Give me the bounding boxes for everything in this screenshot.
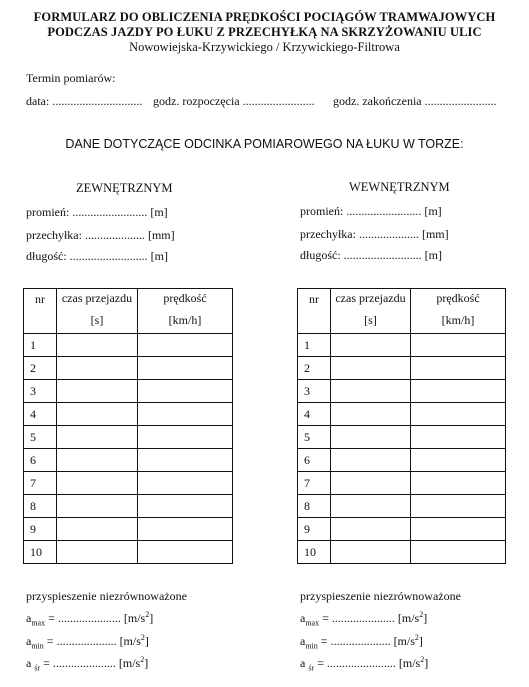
sub-min: min bbox=[305, 641, 318, 651]
left-przechylka-dots: .................... bbox=[84, 228, 145, 242]
table-row bbox=[298, 380, 506, 403]
time-cell[interactable] bbox=[331, 472, 411, 495]
dots: ..................... bbox=[52, 656, 116, 670]
left-promien-label: promień: bbox=[26, 205, 70, 219]
row-number: 5 bbox=[24, 426, 57, 449]
sub-min: min bbox=[31, 641, 44, 651]
row-number: 2 bbox=[298, 357, 331, 380]
left-dlugosc-unit: [m] bbox=[150, 249, 168, 263]
sub-sr: śr bbox=[308, 663, 315, 673]
left-promien bbox=[26, 205, 168, 220]
end-time-dots: ........................ bbox=[424, 94, 497, 108]
end-time-field bbox=[333, 94, 497, 109]
speed-cell[interactable] bbox=[138, 426, 233, 449]
end-time-label: godz. zakończenia bbox=[333, 94, 422, 108]
left-accel-min bbox=[26, 633, 149, 650]
right-accel-max bbox=[300, 610, 427, 627]
equals: = bbox=[45, 611, 58, 625]
time-cell[interactable] bbox=[57, 495, 138, 518]
right-col-nr: nr bbox=[298, 289, 331, 334]
time-cell[interactable] bbox=[331, 495, 411, 518]
speed-cell[interactable] bbox=[411, 495, 506, 518]
a-symbol: a bbox=[300, 634, 306, 648]
table-row bbox=[298, 449, 506, 472]
time-cell[interactable] bbox=[331, 449, 411, 472]
time-cell[interactable] bbox=[57, 357, 138, 380]
row-number: 3 bbox=[298, 380, 331, 403]
time-cell[interactable] bbox=[331, 380, 411, 403]
right-promien-label: promień: bbox=[300, 204, 344, 218]
table-row bbox=[298, 518, 506, 541]
left-col-speed-unit: [km/h] bbox=[138, 312, 233, 334]
right-col-time: czas przejazdu bbox=[331, 289, 411, 313]
right-promien-dots: ......................... bbox=[346, 204, 422, 218]
speed-cell[interactable] bbox=[411, 449, 506, 472]
form-subtitle: Nowowiejska-Krzywickiego / Krzywickiego-Filtrowa bbox=[129, 40, 400, 54]
speed-cell[interactable] bbox=[411, 357, 506, 380]
left-accel-title: przyspieszenie niezrównoważone bbox=[26, 589, 187, 603]
right-col-time-unit: [s] bbox=[331, 312, 411, 334]
a-symbol: a bbox=[26, 611, 32, 625]
table-row bbox=[24, 541, 233, 564]
dots: ....................... bbox=[326, 656, 396, 670]
time-cell[interactable] bbox=[331, 426, 411, 449]
speed-cell[interactable] bbox=[411, 380, 506, 403]
unit-close: ] bbox=[149, 611, 154, 625]
unit: [m/s bbox=[398, 656, 421, 670]
time-cell[interactable] bbox=[57, 403, 138, 426]
left-col-nr: nr bbox=[24, 289, 57, 334]
speed-cell[interactable] bbox=[411, 334, 506, 357]
right-accel-title: przyspieszenie niezrównoważone bbox=[300, 589, 461, 603]
right-dlugosc bbox=[300, 248, 442, 263]
table-row bbox=[24, 403, 233, 426]
unit-exp: 2 bbox=[145, 610, 150, 619]
date-label: data: bbox=[26, 94, 50, 108]
unit: [m/s bbox=[118, 656, 141, 670]
speed-cell[interactable] bbox=[138, 495, 233, 518]
row-number: 2 bbox=[24, 357, 57, 380]
unit-exp: 2 bbox=[140, 655, 145, 664]
left-col-time: czas przejazdu bbox=[57, 289, 138, 313]
speed-cell[interactable] bbox=[138, 334, 233, 357]
row-number: 3 bbox=[24, 380, 57, 403]
sub-max: max bbox=[305, 618, 320, 628]
termin-label: Termin pomiarów: bbox=[26, 71, 116, 85]
row-number: 8 bbox=[298, 495, 331, 518]
left-accel-sr bbox=[26, 655, 148, 672]
row-number: 1 bbox=[298, 334, 331, 357]
speed-cell[interactable] bbox=[411, 426, 506, 449]
equals: = bbox=[319, 611, 332, 625]
table-row bbox=[24, 518, 233, 541]
row-number: 10 bbox=[24, 541, 57, 564]
right-accel-min bbox=[300, 633, 423, 650]
time-cell[interactable] bbox=[57, 426, 138, 449]
right-przechylka bbox=[300, 227, 449, 242]
speed-cell[interactable] bbox=[138, 541, 233, 564]
row-number: 1 bbox=[24, 334, 57, 357]
a-symbol: a bbox=[26, 634, 32, 648]
dots: .................... bbox=[330, 634, 391, 648]
speed-cell[interactable] bbox=[138, 357, 233, 380]
equals: = bbox=[43, 634, 57, 648]
row-number: 4 bbox=[24, 403, 57, 426]
table-row bbox=[24, 380, 233, 403]
dots: .................... bbox=[56, 634, 117, 648]
row-number: 6 bbox=[24, 449, 57, 472]
a-symbol: a bbox=[26, 656, 32, 670]
row-number: 6 bbox=[298, 449, 331, 472]
row-number: 8 bbox=[24, 495, 57, 518]
table-row bbox=[298, 472, 506, 495]
equals: = bbox=[314, 656, 327, 670]
time-cell[interactable] bbox=[57, 449, 138, 472]
right-measurement-table bbox=[297, 288, 506, 564]
start-time-field bbox=[153, 94, 315, 109]
speed-cell[interactable] bbox=[138, 518, 233, 541]
time-cell[interactable] bbox=[331, 357, 411, 380]
right-przechylka-label: przechyłka: bbox=[300, 227, 356, 241]
left-col-speed: prędkość bbox=[138, 289, 233, 313]
speed-cell[interactable] bbox=[138, 403, 233, 426]
left-dlugosc-label: długość: bbox=[26, 249, 67, 263]
right-dlugosc-dots: .......................... bbox=[343, 248, 422, 262]
left-przechylka-unit: [mm] bbox=[147, 228, 175, 242]
left-col-time-unit: [s] bbox=[57, 312, 138, 334]
form-title-line2: PODCZAS JAZDY PO ŁUKU Z PRZECHYŁKĄ NA SKRZYŻOWANIU ULIC bbox=[47, 25, 482, 39]
sub-max: max bbox=[31, 618, 46, 628]
time-cell[interactable] bbox=[331, 403, 411, 426]
row-number: 4 bbox=[298, 403, 331, 426]
right-dlugosc-label: długość: bbox=[300, 248, 341, 262]
speed-cell[interactable] bbox=[411, 403, 506, 426]
left-dlugosc-dots: .......................... bbox=[69, 249, 148, 263]
unit: [m/s bbox=[393, 634, 415, 648]
unit: [m/s bbox=[123, 611, 146, 625]
start-time-dots: ........................ bbox=[242, 94, 315, 108]
table-row bbox=[298, 426, 506, 449]
left-przechylka bbox=[26, 228, 175, 243]
speed-cell[interactable] bbox=[138, 380, 233, 403]
table-row bbox=[24, 495, 233, 518]
table-row bbox=[24, 426, 233, 449]
row-number: 7 bbox=[298, 472, 331, 495]
date-dots: .............................. bbox=[52, 94, 143, 108]
row-number: 9 bbox=[298, 518, 331, 541]
speed-cell[interactable] bbox=[138, 449, 233, 472]
row-number: 7 bbox=[24, 472, 57, 495]
table-row bbox=[298, 541, 506, 564]
unit: [m/s bbox=[397, 611, 420, 625]
right-przechylka-unit: [mm] bbox=[421, 227, 449, 241]
start-time-label: godz. rozpoczęcia bbox=[153, 94, 240, 108]
unit-close: ] bbox=[144, 656, 149, 670]
unit: [m/s bbox=[119, 634, 141, 648]
table-row bbox=[298, 495, 506, 518]
left-przechylka-label: przechyłka: bbox=[26, 228, 82, 242]
left-measurement-table bbox=[23, 288, 233, 564]
time-cell[interactable] bbox=[57, 380, 138, 403]
table-row bbox=[24, 334, 233, 357]
left-dlugosc bbox=[26, 249, 168, 264]
time-cell[interactable] bbox=[331, 518, 411, 541]
speed-cell[interactable] bbox=[138, 472, 233, 495]
speed-cell[interactable] bbox=[411, 518, 506, 541]
equals: = bbox=[317, 634, 331, 648]
equals: = bbox=[40, 656, 53, 670]
table-row bbox=[298, 357, 506, 380]
speed-cell[interactable] bbox=[411, 472, 506, 495]
unit-close: ] bbox=[144, 634, 149, 648]
time-cell[interactable] bbox=[57, 541, 138, 564]
time-cell[interactable] bbox=[57, 518, 138, 541]
section-title: DANE DOTYCZĄCE ODCINKA POMIAROWEGO NA ŁUKU W TORZE: bbox=[65, 137, 464, 151]
row-number: 10 bbox=[298, 541, 331, 564]
row-number: 5 bbox=[298, 426, 331, 449]
row-number: 9 bbox=[24, 518, 57, 541]
unit-close: ] bbox=[418, 634, 423, 648]
unit-exp: 2 bbox=[140, 633, 145, 642]
table-row bbox=[298, 334, 506, 357]
table-row bbox=[298, 403, 506, 426]
unit-exp: 2 bbox=[420, 655, 425, 664]
a-symbol: a bbox=[300, 611, 306, 625]
right-accel-sr bbox=[300, 655, 428, 672]
time-cell[interactable] bbox=[331, 541, 411, 564]
unit-close: ] bbox=[424, 656, 429, 670]
right-dlugosc-unit: [m] bbox=[424, 248, 442, 262]
a-symbol: a bbox=[300, 656, 306, 670]
left-promien-unit: [m] bbox=[150, 205, 168, 219]
right-col-speed-unit: [km/h] bbox=[411, 312, 506, 334]
speed-cell[interactable] bbox=[411, 541, 506, 564]
date-field bbox=[26, 94, 142, 109]
dots: ..................... bbox=[331, 611, 395, 625]
form-title-line1: FORMULARZ DO OBLICZENIA PRĘDKOŚCI POCIĄGÓW TRAMWAJOWYCH bbox=[33, 10, 496, 24]
left-accel-max bbox=[26, 610, 153, 627]
right-promien bbox=[300, 204, 442, 219]
table-row bbox=[24, 472, 233, 495]
left-heading: ZEWNĘTRZNYM bbox=[76, 181, 173, 195]
table-row bbox=[24, 357, 233, 380]
right-col-speed: prędkość bbox=[411, 289, 506, 313]
right-promien-unit: [m] bbox=[424, 204, 442, 218]
unit-exp: 2 bbox=[419, 610, 424, 619]
sub-sr: śr bbox=[34, 663, 41, 673]
time-cell[interactable] bbox=[57, 472, 138, 495]
time-cell[interactable] bbox=[57, 334, 138, 357]
right-przechylka-dots: .................... bbox=[358, 227, 419, 241]
unit-close: ] bbox=[423, 611, 428, 625]
unit-exp: 2 bbox=[414, 633, 419, 642]
table-row bbox=[24, 449, 233, 472]
dots: ..................... bbox=[57, 611, 121, 625]
time-cell[interactable] bbox=[331, 334, 411, 357]
right-heading: WEWNĘTRZNYM bbox=[349, 180, 450, 194]
left-promien-dots: ......................... bbox=[72, 205, 148, 219]
